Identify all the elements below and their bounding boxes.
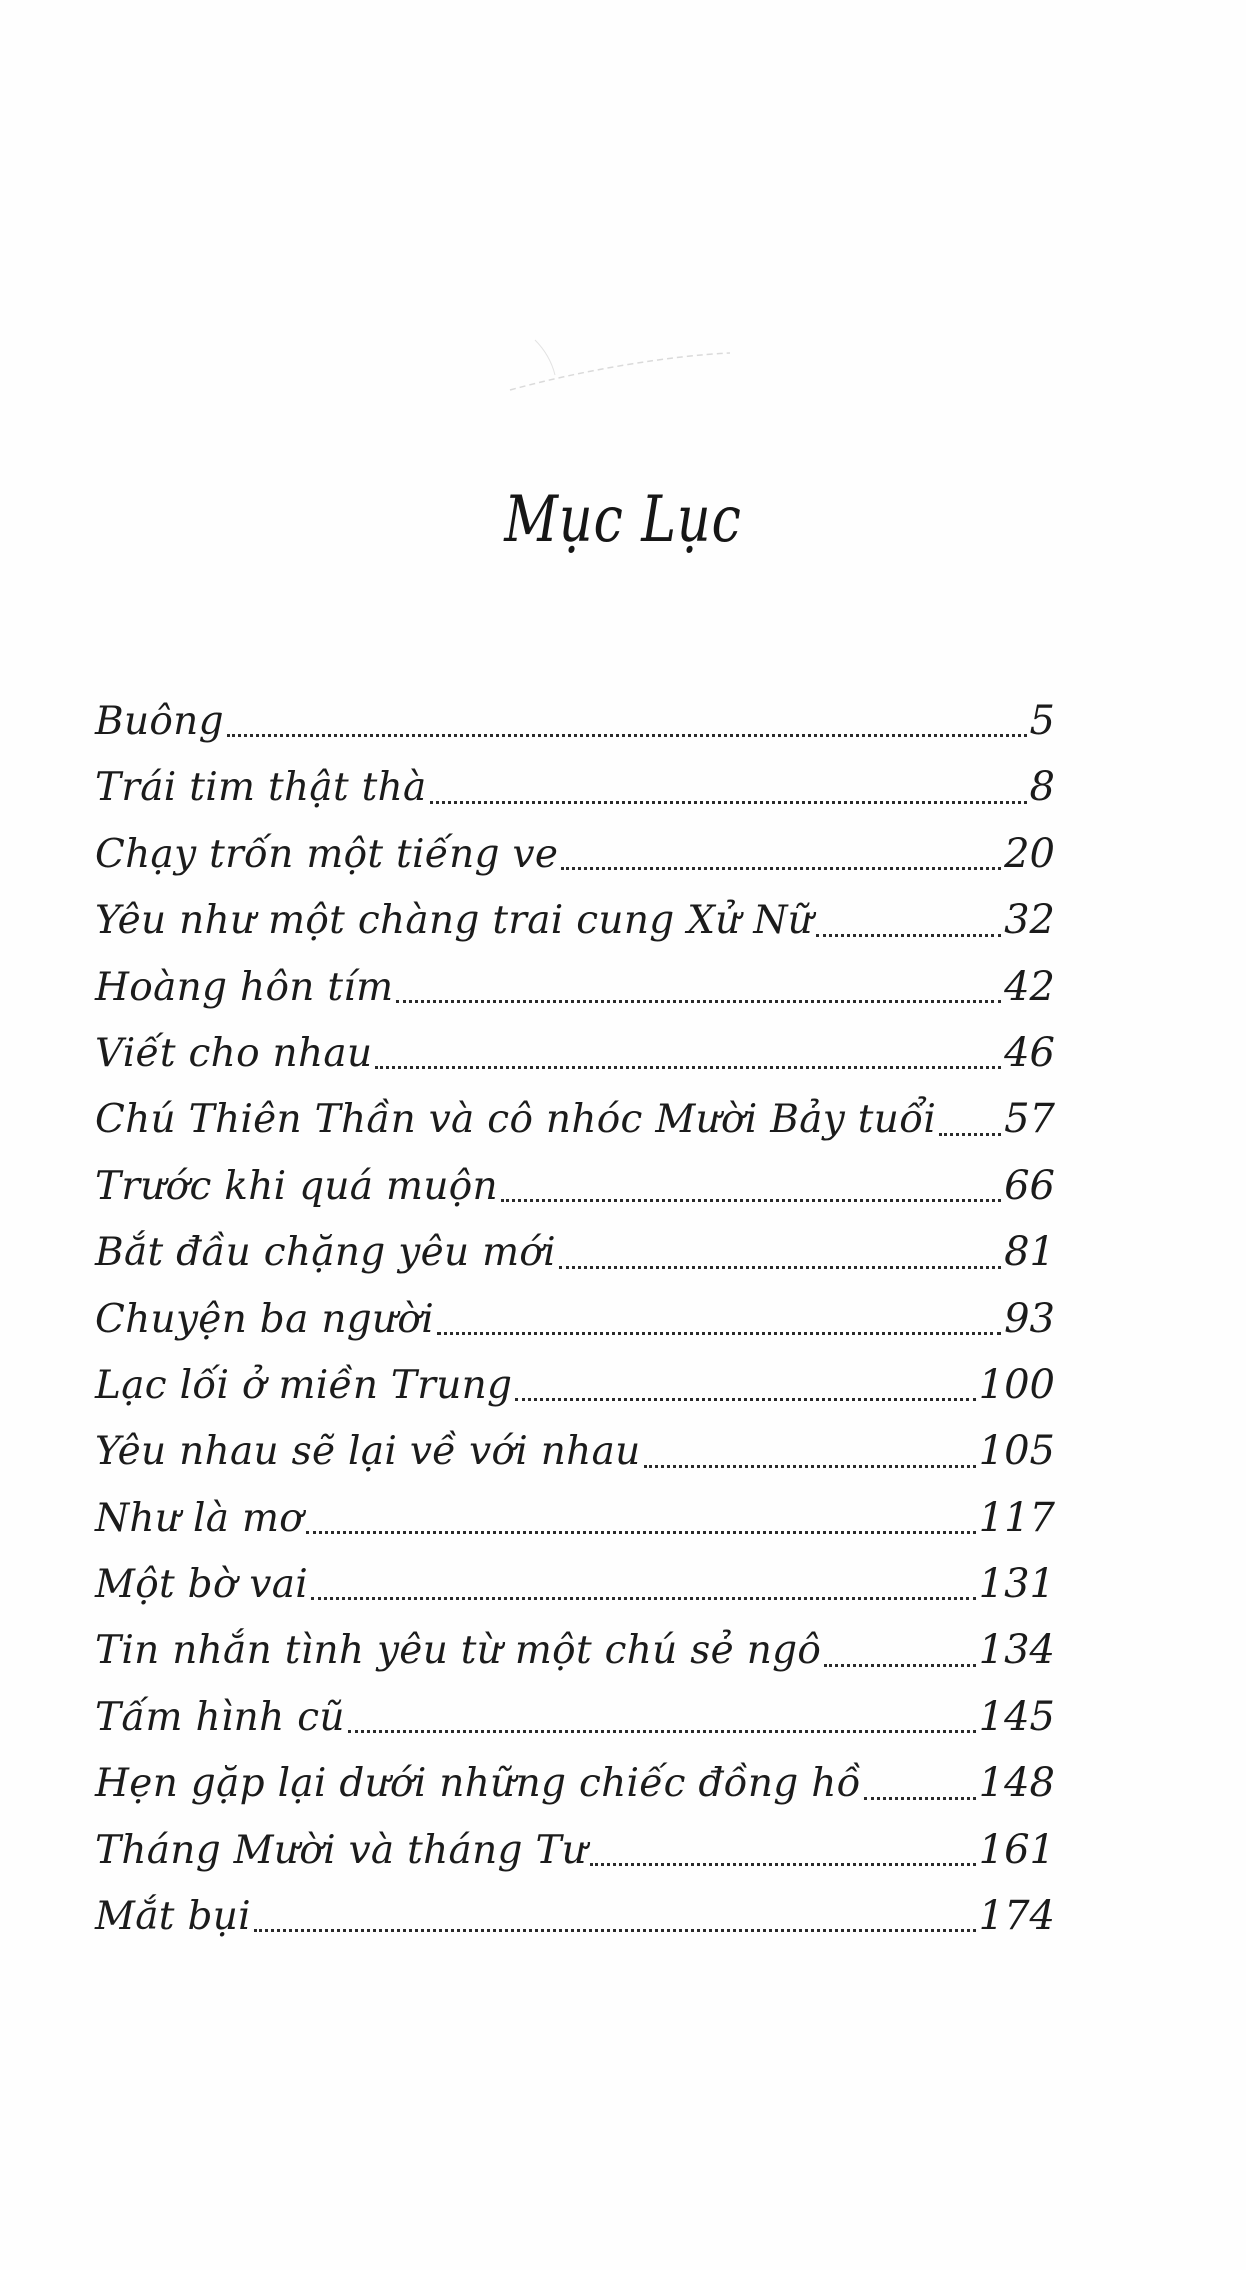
toc-entry-page-number: 145 [978,1693,1055,1740]
toc-entry-title: Hẹn gặp lại dưới những chiếc đồng hồ [95,1761,861,1807]
dot-leader [311,1597,976,1600]
toc-entry-page-number: 161 [978,1826,1055,1873]
toc-entry-title: Trước khi quá muộn [95,1163,498,1209]
dot-leader [227,734,1027,737]
toc-entry-title: Bắt đầu chặng yêu mới [95,1230,556,1276]
toc-entry [95,954,1055,1020]
toc-entry [95,1352,1055,1418]
dot-leader [501,1199,1001,1202]
toc-entry [95,1617,1055,1683]
toc-entry-page-number: 174 [978,1893,1055,1940]
toc-entry-page-number: 148 [978,1760,1055,1807]
dot-leader [348,1730,976,1733]
toc-entry-page-number: 46 [1004,1029,1055,1076]
toc-entry-page-number: 81 [1004,1229,1055,1276]
toc-entry-title: Hoàng hôn tím [95,964,394,1010]
toc-entry [95,1684,1055,1750]
toc-entry-title: Mắt bụi [95,1894,251,1940]
dot-leader [590,1863,975,1866]
toc-entry [95,1883,1055,1949]
toc-entry-page-number: 131 [978,1561,1055,1608]
toc-entry [95,821,1055,887]
toc-entry-title: Buông [95,699,224,744]
page-title: Mục Lục [504,483,742,557]
toc-entry-title: Chuyện ba người [95,1296,434,1342]
dot-leader [254,1929,976,1932]
toc-entry-page-number: 117 [978,1494,1055,1541]
dot-leader [644,1465,976,1468]
toc-entry [95,1153,1055,1219]
toc-entry-page-number: 42 [1004,963,1055,1010]
dot-leader [939,1133,1001,1136]
table-of-contents [95,688,1055,1949]
toc-entry-title: Viết cho nhau [95,1030,373,1076]
toc-entry-page-number: 134 [978,1627,1055,1674]
dot-leader [561,867,1001,870]
toc-entry-page-number: 66 [1004,1162,1055,1209]
toc-entry [95,754,1055,820]
toc-entry-title: Lạc lối ở miền Trung [95,1362,513,1408]
toc-entry [95,1485,1055,1551]
toc-entry-title: Tấm hình cũ [95,1694,345,1740]
toc-entry-page-number: 105 [978,1428,1055,1475]
dot-leader [375,1066,1001,1069]
dot-leader [515,1398,975,1401]
toc-entry-page-number: 5 [1029,698,1055,744]
toc-entry [95,688,1055,754]
dot-leader [824,1664,975,1667]
toc-entry-title: Chú Thiên Thần và cô nhóc Mười Bảy tuổi [95,1097,937,1143]
toc-entry-page-number: 8 [1029,764,1055,811]
toc-entry-page-number: 20 [1004,830,1055,877]
dot-leader [816,934,1001,937]
toc-entry-title: Một bờ vai [95,1562,309,1608]
dot-leader [559,1266,1001,1269]
dot-leader [864,1797,976,1800]
toc-entry-page-number: 32 [1004,897,1055,944]
faint-smudge-mark [505,335,735,395]
toc-entry-title: Yêu nhau sẽ lại về với nhau [95,1429,641,1475]
toc-entry-title: Tháng Mười và tháng Tư [95,1827,588,1873]
toc-entry-page-number: 93 [1004,1295,1055,1342]
toc-entry-page-number: 57 [1004,1096,1055,1143]
toc-entry [95,1750,1055,1816]
dot-leader [396,1000,1001,1003]
dot-leader [306,1531,976,1534]
toc-entry [95,1219,1055,1285]
toc-entry-title: Như là mơ [95,1495,304,1541]
toc-entry-title: Chạy trốn một tiếng ve [95,831,559,877]
toc-entry [95,1020,1055,1086]
toc-entry-page-number: 100 [978,1361,1055,1408]
toc-entry-title: Trái tim thật thà [95,765,427,811]
dot-leader [437,1332,1001,1335]
toc-entry [95,1286,1055,1352]
toc-entry [95,887,1055,953]
toc-entry [95,1817,1055,1883]
toc-entry [95,1418,1055,1484]
toc-entry-title: Yêu như một chàng trai cung Xử Nữ [95,898,814,944]
toc-entry-title: Tin nhắn tình yêu từ một chú sẻ ngô [95,1628,822,1674]
toc-entry [95,1086,1055,1152]
toc-entry [95,1551,1055,1617]
dot-leader [430,801,1027,804]
